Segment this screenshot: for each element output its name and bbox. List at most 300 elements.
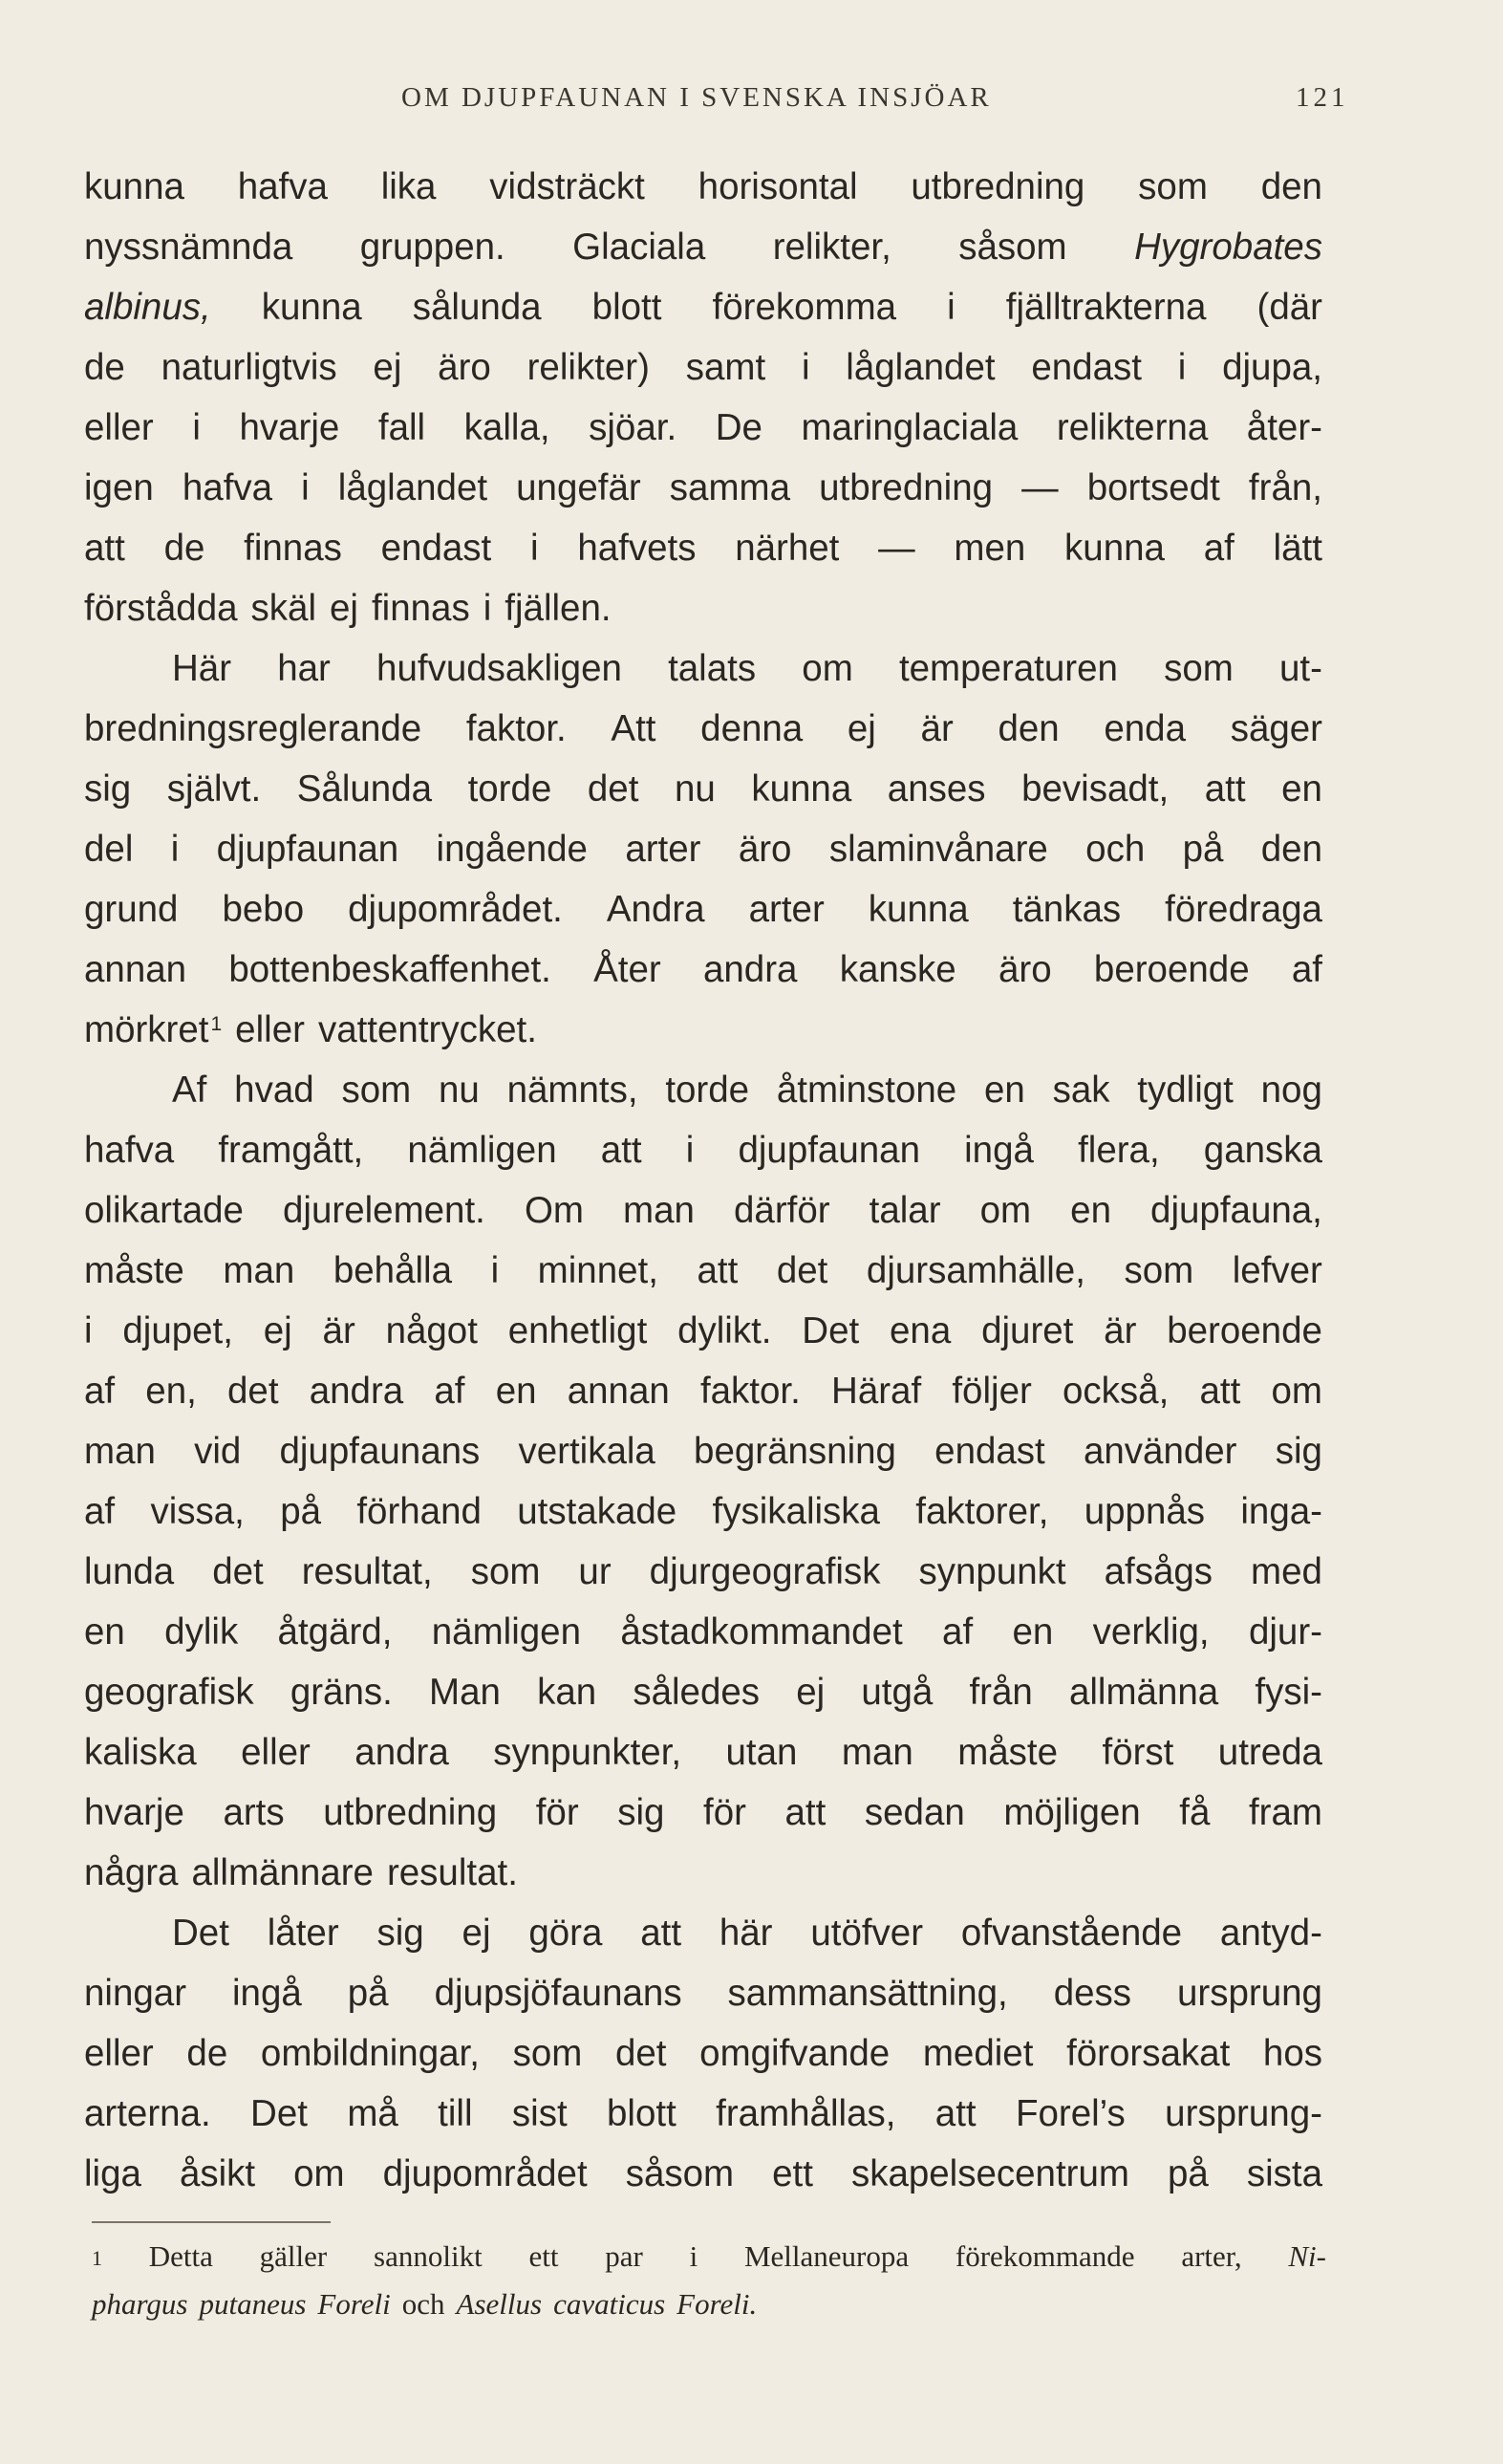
word: synpunkt bbox=[918, 1551, 1066, 1592]
word: göra bbox=[528, 1913, 603, 1954]
word: om bbox=[802, 648, 853, 689]
word: utan bbox=[725, 1732, 798, 1773]
word: andra bbox=[354, 1732, 449, 1773]
text-line bbox=[84, 2144, 1322, 2204]
word: hvad bbox=[234, 1070, 314, 1111]
word: Här bbox=[172, 648, 232, 689]
word: ombildningar, bbox=[260, 2033, 480, 2074]
word: del bbox=[84, 829, 134, 870]
word: sig bbox=[1275, 1431, 1322, 1472]
word: Andra bbox=[606, 889, 705, 930]
word: naturligtvis bbox=[161, 347, 337, 388]
word: tänkas bbox=[1012, 889, 1122, 930]
word: talats bbox=[668, 648, 757, 689]
word: utbredning bbox=[819, 467, 994, 508]
word: dylikt. bbox=[677, 1310, 772, 1351]
word: ej bbox=[796, 1672, 826, 1713]
word: hvarje bbox=[84, 1792, 184, 1833]
text-line bbox=[84, 277, 1322, 337]
word: ningar bbox=[84, 1973, 187, 2014]
word: några bbox=[84, 1852, 179, 1893]
word: annan bbox=[84, 949, 187, 990]
word: utgå bbox=[861, 1672, 934, 1713]
word: finnas bbox=[371, 588, 470, 629]
word: synpunkter, bbox=[493, 1732, 682, 1773]
word: framgått, bbox=[218, 1130, 364, 1171]
word: horisontal bbox=[698, 166, 858, 207]
word: närhet bbox=[735, 528, 840, 569]
page-number: 121 bbox=[1296, 82, 1349, 113]
word: igen bbox=[84, 467, 154, 508]
word: fysikaliska bbox=[712, 1491, 880, 1532]
word: en bbox=[1281, 768, 1322, 810]
word: må bbox=[347, 2093, 398, 2134]
word: i bbox=[801, 347, 810, 388]
text-line bbox=[84, 1361, 1322, 1421]
word: lätt bbox=[1273, 528, 1322, 569]
text-line bbox=[84, 879, 1322, 940]
word: utreda bbox=[1217, 1732, 1322, 1773]
word: åsikt bbox=[179, 2153, 256, 2194]
word: som bbox=[512, 2033, 583, 2074]
word: hos bbox=[1262, 2033, 1322, 2074]
word: ej bbox=[847, 708, 876, 749]
word: djurgeografisk bbox=[649, 1551, 881, 1592]
word: i bbox=[1177, 347, 1187, 388]
text-line bbox=[84, 1301, 1322, 1361]
word: den bbox=[1260, 166, 1322, 207]
word: de bbox=[84, 347, 125, 388]
text-line bbox=[84, 1963, 1322, 2023]
word: ganska bbox=[1203, 1130, 1322, 1171]
word: som bbox=[1138, 166, 1208, 207]
word: Om bbox=[524, 1190, 584, 1231]
word: ungefär bbox=[516, 467, 641, 508]
word: Hygrobates bbox=[1134, 227, 1322, 268]
word: den bbox=[1260, 829, 1322, 870]
word: andra bbox=[702, 949, 798, 990]
word: att bbox=[1204, 768, 1246, 810]
footnote-word: Foreli bbox=[317, 2287, 391, 2321]
word: Forel’s bbox=[1015, 2093, 1126, 2134]
word: på bbox=[1182, 829, 1224, 870]
word: förhand bbox=[356, 1491, 482, 1532]
word: vissa, bbox=[150, 1491, 245, 1532]
word: faktorer, bbox=[915, 1491, 1049, 1532]
page-header bbox=[0, 82, 1503, 132]
word: ingående bbox=[436, 829, 588, 870]
word: de bbox=[163, 528, 205, 569]
word: såsom bbox=[958, 227, 1067, 268]
text-line bbox=[84, 819, 1322, 879]
footnote-line bbox=[92, 2280, 1326, 2328]
word: djursamhälle, bbox=[866, 1250, 1085, 1291]
word: vattentrycket. bbox=[317, 1009, 537, 1050]
word: är bbox=[1104, 1310, 1137, 1351]
text-line bbox=[84, 1722, 1322, 1783]
text-line bbox=[84, 1120, 1322, 1180]
word: i bbox=[530, 528, 539, 569]
word: af bbox=[84, 1491, 116, 1532]
word: arts bbox=[223, 1792, 285, 1833]
word: minnet, bbox=[537, 1250, 658, 1291]
word: enda bbox=[1104, 708, 1187, 749]
word: af bbox=[1291, 949, 1322, 990]
word: en bbox=[84, 1611, 125, 1653]
word: hafvets bbox=[577, 528, 697, 569]
word: hvarje bbox=[239, 407, 340, 448]
word: denna bbox=[700, 708, 804, 749]
word: sig bbox=[376, 1913, 424, 1954]
footnote-word: cavaticus bbox=[553, 2287, 666, 2321]
text-line bbox=[84, 1662, 1322, 1722]
footnote-word: Detta bbox=[148, 2239, 213, 2273]
word: vidsträckt bbox=[489, 166, 645, 207]
footnote-word: sannolikt bbox=[374, 2239, 483, 2273]
word: nämligen bbox=[407, 1130, 557, 1171]
footnote-word: putaneus bbox=[199, 2287, 307, 2321]
word: äro bbox=[998, 949, 1052, 990]
word: anses bbox=[887, 768, 986, 810]
word: djupområdet bbox=[382, 2153, 588, 2194]
word: säger bbox=[1230, 708, 1322, 749]
word: sålunda bbox=[412, 287, 542, 328]
text-line bbox=[84, 1903, 1322, 1963]
word: hufvudsakligen bbox=[376, 648, 622, 689]
word: blott bbox=[607, 2093, 676, 2134]
word: det bbox=[776, 1250, 828, 1291]
word: maringlaciala bbox=[801, 407, 1019, 448]
word: utöfver bbox=[810, 1913, 924, 1954]
word: som bbox=[470, 1551, 541, 1592]
word: — bbox=[1021, 467, 1059, 508]
word: åtgärd, bbox=[277, 1611, 393, 1653]
word: ofvanstående bbox=[960, 1913, 1183, 1954]
word: att bbox=[84, 528, 125, 569]
word: slaminvånare bbox=[828, 829, 1048, 870]
word: kaliska bbox=[84, 1732, 197, 1773]
word: dylik bbox=[164, 1611, 239, 1653]
word: men bbox=[954, 528, 1026, 569]
text-line bbox=[84, 518, 1322, 578]
footnote-word: och bbox=[401, 2287, 445, 2321]
word: kanske bbox=[839, 949, 956, 990]
word: självt. bbox=[166, 768, 262, 810]
word: som bbox=[1164, 648, 1234, 689]
word: djupfaunans bbox=[279, 1431, 481, 1472]
word: torde bbox=[665, 1070, 750, 1111]
word: sammansättning, bbox=[727, 1973, 1008, 2014]
word: vertikala bbox=[518, 1431, 655, 1472]
word: i bbox=[490, 1250, 500, 1291]
word: som bbox=[1124, 1250, 1194, 1291]
word: i bbox=[170, 829, 180, 870]
word: om bbox=[293, 2153, 345, 2194]
word: djupfauna, bbox=[1150, 1190, 1322, 1231]
word: en, bbox=[145, 1371, 197, 1412]
word: djupa, bbox=[1222, 347, 1322, 388]
word: till bbox=[438, 2093, 473, 2134]
word: om bbox=[979, 1190, 1032, 1231]
text-line bbox=[84, 699, 1322, 759]
text-line bbox=[84, 759, 1322, 819]
word: eller bbox=[84, 407, 154, 448]
word: af bbox=[1203, 528, 1235, 569]
text-line bbox=[84, 1783, 1322, 1843]
word: förekomma bbox=[712, 287, 897, 328]
word: på bbox=[347, 1973, 389, 2014]
word: först bbox=[1102, 1732, 1174, 1773]
word: att bbox=[600, 1130, 642, 1171]
word: såsom bbox=[625, 2153, 735, 2194]
word: samma bbox=[669, 467, 791, 508]
word: blott bbox=[591, 287, 662, 328]
word: ursprung bbox=[1176, 1973, 1322, 2014]
word: fjälltrakterna bbox=[1005, 287, 1207, 328]
word: i bbox=[192, 407, 201, 448]
word: annan bbox=[567, 1371, 670, 1412]
word: på bbox=[280, 1491, 322, 1532]
word: sig bbox=[84, 768, 132, 810]
word: möjligen bbox=[1003, 1792, 1141, 1833]
word: i bbox=[685, 1130, 695, 1171]
word: äro bbox=[438, 347, 491, 388]
footnote-word: förekommande bbox=[955, 2239, 1135, 2273]
word: af bbox=[84, 1371, 116, 1412]
word: fram bbox=[1248, 1792, 1322, 1833]
text-line bbox=[84, 217, 1322, 277]
word: äro bbox=[738, 829, 792, 870]
word: åstadkommandet bbox=[620, 1611, 903, 1653]
footnote-number: 1 bbox=[92, 2246, 102, 2270]
word: Det bbox=[802, 1310, 860, 1351]
text-line bbox=[84, 940, 1322, 1000]
footnote-word: ett bbox=[528, 2239, 559, 2273]
word: beroende bbox=[1093, 949, 1250, 990]
word: endast bbox=[380, 528, 492, 569]
word: att bbox=[1199, 1371, 1241, 1412]
footnote-rule bbox=[92, 2221, 331, 2223]
word: arter bbox=[625, 829, 701, 870]
word: ur bbox=[578, 1551, 612, 1592]
word: förorsakat bbox=[1066, 2033, 1231, 2074]
word: djupsjöfaunans bbox=[434, 1973, 682, 2014]
word: faktor. bbox=[465, 708, 567, 749]
word: inga- bbox=[1240, 1491, 1322, 1532]
word: utbredning bbox=[323, 1792, 498, 1833]
word: låglandet bbox=[846, 347, 996, 388]
word: man bbox=[223, 1250, 295, 1291]
word: kunna bbox=[1064, 528, 1165, 569]
body-text bbox=[84, 157, 1322, 2204]
word: nyssnämnda bbox=[84, 227, 293, 268]
text-line bbox=[84, 1421, 1322, 1481]
word: man bbox=[623, 1190, 695, 1231]
word: kan bbox=[537, 1672, 597, 1713]
word: i bbox=[84, 1310, 93, 1351]
word: bortsedt bbox=[1086, 467, 1220, 508]
word: olikartade bbox=[84, 1190, 244, 1231]
word: utstakade bbox=[517, 1491, 677, 1532]
word: hafva bbox=[237, 166, 328, 207]
text-line bbox=[84, 1000, 1322, 1060]
word: fysi- bbox=[1255, 1672, 1322, 1713]
word: från bbox=[969, 1672, 1033, 1713]
word: behålla bbox=[333, 1250, 453, 1291]
word: kunna bbox=[84, 166, 184, 207]
text-line bbox=[84, 398, 1322, 458]
word: sist bbox=[511, 2093, 568, 2134]
word: man bbox=[84, 1431, 156, 1472]
word: arterna. bbox=[84, 2093, 211, 2134]
word: begränsning bbox=[694, 1431, 896, 1472]
word: djupfaunan bbox=[216, 829, 399, 870]
word: lika bbox=[380, 166, 437, 207]
word: man bbox=[841, 1732, 913, 1773]
word: allmännare bbox=[191, 1852, 374, 1893]
word: att bbox=[640, 1913, 682, 1954]
word: måste bbox=[84, 1250, 184, 1291]
word: — bbox=[878, 528, 915, 569]
footnote-word: i bbox=[689, 2239, 698, 2273]
word: en bbox=[983, 1070, 1025, 1111]
word: fjällen. bbox=[505, 588, 612, 629]
text-line bbox=[84, 1481, 1322, 1542]
word: ingå bbox=[232, 1973, 302, 2014]
word: är bbox=[920, 708, 954, 749]
word: de bbox=[186, 2033, 228, 2074]
text-line bbox=[84, 578, 1322, 638]
text-line bbox=[84, 1060, 1322, 1120]
word: af bbox=[942, 1611, 974, 1653]
word: finnas bbox=[244, 528, 342, 569]
footnotes bbox=[92, 2233, 1326, 2328]
word: Häraf bbox=[831, 1371, 922, 1412]
footnote-word: gäller bbox=[259, 2239, 328, 2273]
word: ut- bbox=[1279, 648, 1322, 689]
text-line bbox=[84, 638, 1322, 699]
word: hafva bbox=[182, 467, 273, 508]
word: ej bbox=[462, 1913, 491, 1954]
word: har bbox=[277, 648, 331, 689]
word: temperaturen bbox=[898, 648, 1118, 689]
word: ej bbox=[330, 588, 358, 629]
word: skäl bbox=[250, 588, 316, 629]
word: enhetligt bbox=[507, 1310, 648, 1351]
text-line bbox=[84, 1843, 1322, 1903]
word: djupområdet. bbox=[348, 889, 563, 930]
word: (där bbox=[1256, 287, 1322, 328]
word: här bbox=[719, 1913, 773, 1954]
word: med bbox=[1251, 1551, 1322, 1592]
word: gruppen. bbox=[359, 227, 505, 268]
word: den bbox=[998, 708, 1060, 749]
word: mörkret bbox=[84, 1009, 209, 1050]
word: skapelsecentrum bbox=[850, 2153, 1129, 2194]
word: därför bbox=[734, 1190, 830, 1231]
word: det bbox=[227, 1371, 279, 1412]
text-line bbox=[84, 1602, 1322, 1662]
footnote-word: Asellus bbox=[456, 2287, 543, 2321]
word: framhållas, bbox=[716, 2093, 896, 2134]
footnote-marker: 1 bbox=[210, 1013, 223, 1035]
footnote-word: par bbox=[605, 2239, 643, 2273]
word: Åter bbox=[593, 949, 661, 990]
word: få bbox=[1179, 1792, 1211, 1833]
word: det bbox=[212, 1551, 264, 1592]
word: djur- bbox=[1248, 1611, 1322, 1653]
word: det bbox=[614, 2033, 667, 2074]
word: djurelement. bbox=[283, 1190, 485, 1231]
word: i bbox=[301, 467, 310, 508]
word: djupet, bbox=[122, 1310, 233, 1351]
word: sig bbox=[617, 1792, 665, 1833]
word: verklig, bbox=[1092, 1611, 1210, 1653]
word: hafva bbox=[84, 1130, 175, 1171]
word: Att bbox=[611, 708, 656, 749]
word: geografisk bbox=[84, 1672, 254, 1713]
word: Det bbox=[250, 2093, 308, 2134]
footnote-word: Ni- bbox=[1288, 2239, 1326, 2273]
word: bottenbeskaffenhet. bbox=[228, 949, 551, 990]
footnote-word: phargus bbox=[92, 2287, 188, 2321]
word: sjöar. bbox=[589, 407, 677, 448]
word: eller bbox=[235, 1009, 305, 1050]
word: samt bbox=[685, 347, 766, 388]
word: på bbox=[1167, 2153, 1209, 2194]
word: sedan bbox=[864, 1792, 965, 1833]
word: eller bbox=[241, 1732, 311, 1773]
word: lunda bbox=[84, 1551, 175, 1592]
word: resultat. bbox=[386, 1852, 518, 1893]
text-line bbox=[84, 157, 1322, 217]
word: kalla, bbox=[463, 407, 550, 448]
word: ej bbox=[373, 347, 402, 388]
word: beroende bbox=[1167, 1310, 1322, 1351]
word: måste bbox=[957, 1732, 1059, 1773]
word: albinus, bbox=[84, 287, 211, 328]
word: nog bbox=[1260, 1070, 1322, 1111]
word: flera, bbox=[1078, 1130, 1160, 1171]
text-line bbox=[84, 337, 1322, 398]
word: i bbox=[483, 588, 492, 629]
word: af bbox=[434, 1371, 465, 1412]
word: låter bbox=[267, 1913, 339, 1954]
text-line bbox=[84, 2084, 1322, 2144]
word: grund bbox=[84, 889, 179, 930]
word: arter bbox=[748, 889, 825, 930]
word: förstådda bbox=[84, 588, 238, 629]
word: för bbox=[703, 1792, 746, 1833]
text-line bbox=[84, 1241, 1322, 1301]
word: bredningsreglerande bbox=[84, 708, 422, 749]
word: det bbox=[587, 768, 639, 810]
word: De bbox=[715, 407, 762, 448]
word: från, bbox=[1248, 467, 1322, 508]
word: nu bbox=[674, 768, 716, 810]
word: nämligen bbox=[431, 1611, 582, 1653]
word: allmänna bbox=[1068, 1672, 1219, 1713]
running-title: OM DJUPFAUNAN I SVENSKA INSJÖAR bbox=[401, 82, 992, 113]
word: är bbox=[322, 1310, 355, 1351]
word: endast bbox=[1031, 347, 1142, 388]
word: bebo bbox=[222, 889, 305, 930]
word: ingå bbox=[964, 1130, 1034, 1171]
word: torde bbox=[467, 768, 552, 810]
word: utbredning bbox=[911, 166, 1085, 207]
word: antyd- bbox=[1219, 1913, 1322, 1954]
word: relikterna bbox=[1056, 407, 1209, 448]
